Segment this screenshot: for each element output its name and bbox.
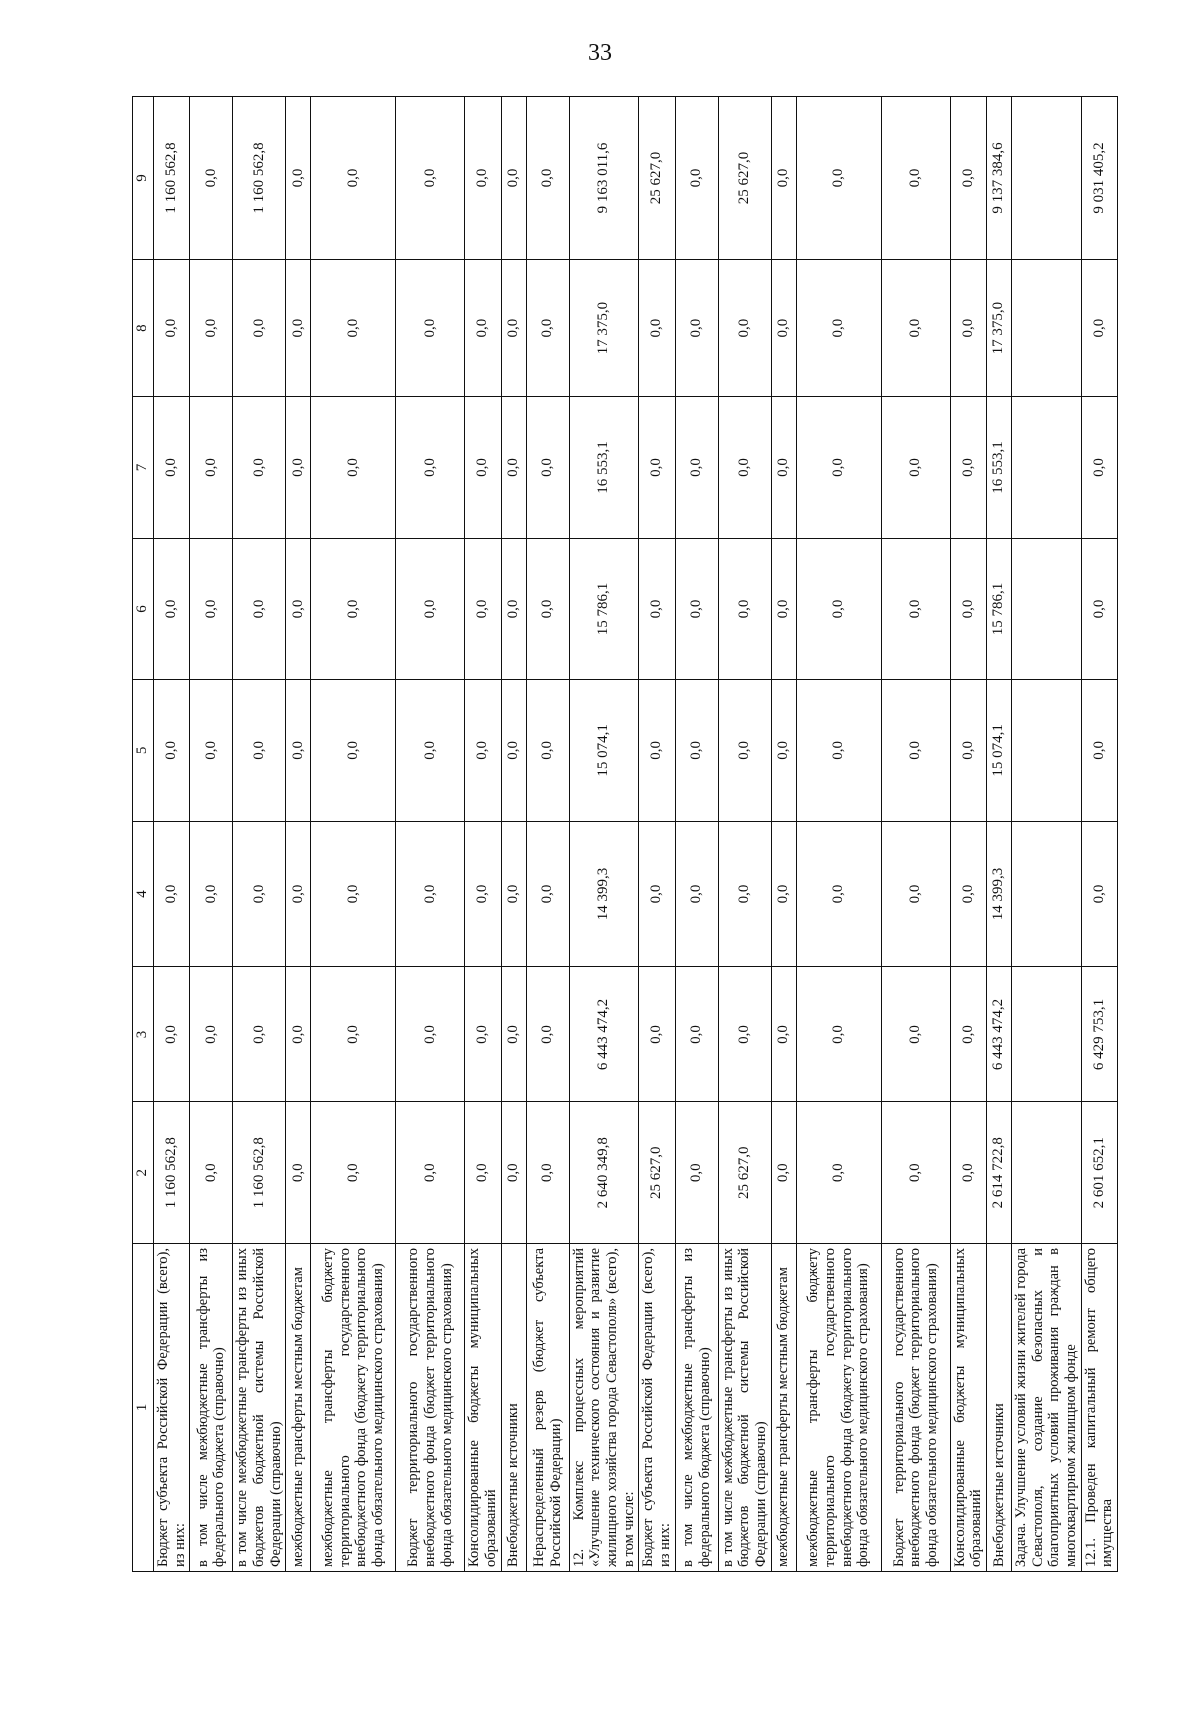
value-cell-col-4: 0,0 <box>154 821 190 967</box>
value-cell-col-5: 0,0 <box>771 680 796 821</box>
value-cell-col-5: 0,0 <box>396 680 465 821</box>
value-cell-col-6: 0,0 <box>311 538 396 679</box>
value-cell-col-2: 0,0 <box>286 1102 311 1243</box>
row-label: 12. Комплекс процессных мероприятий «Улучшение технического состояния и развитие жилищного хозяйства города Севастополя» (всего), в том числе: <box>569 1243 639 1571</box>
value-cell-col-8: 0,0 <box>771 260 796 397</box>
value-cell-col-6: 0,0 <box>190 538 233 679</box>
value-cell-col-3: 0,0 <box>286 967 311 1102</box>
value-cell-col-4: 0,0 <box>1081 821 1117 967</box>
column-header-8: 8 <box>133 260 154 397</box>
value-cell-col-5: 0,0 <box>639 680 675 821</box>
value-cell-col-9: 0,0 <box>771 97 796 260</box>
empty-cell <box>1012 397 1082 538</box>
table-row <box>154 97 190 1572</box>
empty-cell <box>1012 967 1082 1102</box>
value-cell-col-5: 0,0 <box>286 680 311 821</box>
value-cell-col-3: 0,0 <box>718 967 771 1102</box>
table-body <box>154 97 1118 1572</box>
row-label: Консолидированные бюджеты муниципальных образований <box>950 1243 986 1571</box>
value-cell-col-6: 15 786,1 <box>569 538 639 679</box>
value-cell-col-2: 25 627,0 <box>718 1102 771 1243</box>
value-cell-col-7: 0,0 <box>1081 397 1117 538</box>
value-cell-col-9: 0,0 <box>881 97 950 260</box>
value-cell-col-6: 0,0 <box>233 538 286 679</box>
value-cell-col-4: 0,0 <box>233 821 286 967</box>
table-row <box>987 97 1012 1572</box>
value-cell-col-9: 25 627,0 <box>718 97 771 260</box>
value-cell-col-3: 0,0 <box>771 967 796 1102</box>
value-cell-col-6: 0,0 <box>396 538 465 679</box>
column-header-3: 3 <box>133 967 154 1102</box>
row-label: в том числе межбюджетные трансферты из иных бюджетов бюджетной системы Российской Федерации (справочно) <box>233 1243 286 1571</box>
value-cell-col-4: 0,0 <box>286 821 311 967</box>
value-cell-col-4: 0,0 <box>796 821 881 967</box>
table-row <box>190 97 233 1572</box>
value-cell-col-5: 0,0 <box>796 680 881 821</box>
value-cell-col-9: 1 160 562,8 <box>154 97 190 260</box>
value-cell-col-8: 0,0 <box>501 260 526 397</box>
value-cell-col-8: 0,0 <box>286 260 311 397</box>
value-cell-col-3: 0,0 <box>190 967 233 1102</box>
value-cell-col-9: 0,0 <box>675 97 718 260</box>
value-cell-col-3: 6 443 474,2 <box>987 967 1012 1102</box>
value-cell-col-5: 0,0 <box>1081 680 1117 821</box>
value-cell-col-2: 0,0 <box>771 1102 796 1243</box>
value-cell-col-8: 0,0 <box>718 260 771 397</box>
empty-cell <box>1012 97 1082 260</box>
value-cell-col-6: 15 786,1 <box>987 538 1012 679</box>
value-cell-col-8: 0,0 <box>796 260 881 397</box>
column-header-1: 1 <box>133 1243 154 1571</box>
value-cell-col-7: 0,0 <box>950 397 986 538</box>
value-cell-col-3: 6 429 753,1 <box>1081 967 1117 1102</box>
header-row <box>133 97 154 1572</box>
value-cell-col-6: 0,0 <box>881 538 950 679</box>
value-cell-col-9: 0,0 <box>526 97 569 260</box>
row-label: Консолидированные бюджеты муниципальных образований <box>465 1243 501 1571</box>
empty-cell <box>1012 538 1082 679</box>
value-cell-col-7: 0,0 <box>154 397 190 538</box>
value-cell-col-5: 0,0 <box>311 680 396 821</box>
table-row <box>771 97 796 1572</box>
value-cell-col-3: 0,0 <box>501 967 526 1102</box>
value-cell-col-6: 0,0 <box>154 538 190 679</box>
row-label: 12.1. Проведен капитальный ремонт общего имущества <box>1081 1243 1117 1571</box>
value-cell-col-5: 0,0 <box>154 680 190 821</box>
value-cell-col-4: 0,0 <box>501 821 526 967</box>
value-cell-col-4: 0,0 <box>718 821 771 967</box>
row-label: межбюджетные трансферты бюджету территориального государственного внебюджетного фонда (бюджету территориального фонда обязательного медицинского страхования) <box>311 1243 396 1571</box>
table-row <box>675 97 718 1572</box>
value-cell-col-8: 0,0 <box>154 260 190 397</box>
table-row <box>233 97 286 1572</box>
value-cell-col-9: 1 160 562,8 <box>233 97 286 260</box>
value-cell-col-7: 0,0 <box>639 397 675 538</box>
value-cell-col-5: 15 074,1 <box>569 680 639 821</box>
row-label: Внебюджетные источники <box>987 1243 1012 1571</box>
empty-cell <box>1012 680 1082 821</box>
value-cell-col-8: 0,0 <box>190 260 233 397</box>
value-cell-col-8: 0,0 <box>526 260 569 397</box>
value-cell-col-8: 0,0 <box>675 260 718 397</box>
row-label: межбюджетные трансферты бюджету территориального государственного внебюджетного фонда (бюджету территориального фонда обязательного медицинского страхования) <box>796 1243 881 1571</box>
value-cell-col-8: 0,0 <box>465 260 501 397</box>
value-cell-col-8: 0,0 <box>311 260 396 397</box>
value-cell-col-5: 0,0 <box>718 680 771 821</box>
value-cell-col-2: 2 601 652,1 <box>1081 1102 1117 1243</box>
value-cell-col-9: 0,0 <box>796 97 881 260</box>
row-label: Нераспределенный резерв (бюджет субъекта Российской Федерации) <box>526 1243 569 1571</box>
value-cell-col-2: 0,0 <box>526 1102 569 1243</box>
value-cell-col-2: 0,0 <box>311 1102 396 1243</box>
value-cell-col-8: 17 375,0 <box>987 260 1012 397</box>
value-cell-col-8: 0,0 <box>396 260 465 397</box>
page-number: 33 <box>588 40 612 66</box>
value-cell-col-3: 0,0 <box>526 967 569 1102</box>
value-cell-col-7: 0,0 <box>718 397 771 538</box>
value-cell-col-5: 0,0 <box>233 680 286 821</box>
value-cell-col-9: 9 031 405,2 <box>1081 97 1117 260</box>
table-row <box>950 97 986 1572</box>
value-cell-col-9: 9 137 384,6 <box>987 97 1012 260</box>
column-header-2: 2 <box>133 1102 154 1243</box>
value-cell-col-3: 0,0 <box>396 967 465 1102</box>
value-cell-col-7: 16 553,1 <box>987 397 1012 538</box>
table-row <box>881 97 950 1572</box>
value-cell-col-7: 0,0 <box>465 397 501 538</box>
column-header-5: 5 <box>133 680 154 821</box>
value-cell-col-5: 0,0 <box>501 680 526 821</box>
empty-cell <box>1012 1102 1082 1243</box>
column-header-9: 9 <box>133 97 154 260</box>
value-cell-col-3: 0,0 <box>154 967 190 1102</box>
table-row <box>639 97 675 1572</box>
value-cell-col-4: 0,0 <box>639 821 675 967</box>
value-cell-col-8: 0,0 <box>1081 260 1117 397</box>
value-cell-col-4: 14 399,3 <box>569 821 639 967</box>
value-cell-col-2: 0,0 <box>796 1102 881 1243</box>
value-cell-col-7: 0,0 <box>190 397 233 538</box>
value-cell-col-6: 0,0 <box>796 538 881 679</box>
rotated-table-container <box>132 96 1116 1572</box>
table-row <box>396 97 465 1572</box>
value-cell-col-9: 0,0 <box>501 97 526 260</box>
value-cell-col-4: 0,0 <box>526 821 569 967</box>
row-label: межбюджетные трансферты местным бюджетам <box>286 1243 311 1571</box>
value-cell-col-7: 16 553,1 <box>569 397 639 538</box>
table-row <box>718 97 771 1572</box>
value-cell-col-6: 0,0 <box>771 538 796 679</box>
value-cell-col-6: 0,0 <box>639 538 675 679</box>
value-cell-col-4: 0,0 <box>881 821 950 967</box>
value-cell-col-2: 0,0 <box>465 1102 501 1243</box>
value-cell-col-7: 0,0 <box>233 397 286 538</box>
task-row <box>1012 97 1082 1572</box>
table-row <box>465 97 501 1572</box>
value-cell-col-8: 17 375,0 <box>569 260 639 397</box>
value-cell-col-7: 0,0 <box>771 397 796 538</box>
value-cell-col-6: 0,0 <box>465 538 501 679</box>
table-row <box>569 97 639 1572</box>
row-label: Бюджет территориального государственного внебюджетного фонда (бюджет территориального фонда обязательного медицинского страхования) <box>881 1243 950 1571</box>
value-cell-col-5: 0,0 <box>881 680 950 821</box>
value-cell-col-5: 15 074,1 <box>987 680 1012 821</box>
value-cell-col-2: 2 614 722,8 <box>987 1102 1012 1243</box>
value-cell-col-3: 0,0 <box>465 967 501 1102</box>
table-row <box>526 97 569 1572</box>
value-cell-col-6: 0,0 <box>526 538 569 679</box>
value-cell-col-7: 0,0 <box>675 397 718 538</box>
value-cell-col-7: 0,0 <box>796 397 881 538</box>
value-cell-col-3: 0,0 <box>881 967 950 1102</box>
value-cell-col-2: 1 160 562,8 <box>154 1102 190 1243</box>
value-cell-col-3: 0,0 <box>796 967 881 1102</box>
value-cell-col-6: 0,0 <box>286 538 311 679</box>
value-cell-col-3: 0,0 <box>950 967 986 1102</box>
row-label: в том числе межбюджетные трансферты из федерального бюджета (справочно) <box>190 1243 233 1571</box>
value-cell-col-8: 0,0 <box>881 260 950 397</box>
value-cell-col-8: 0,0 <box>950 260 986 397</box>
value-cell-col-4: 0,0 <box>190 821 233 967</box>
value-cell-col-2: 0,0 <box>881 1102 950 1243</box>
empty-cell <box>1012 821 1082 967</box>
value-cell-col-4: 0,0 <box>771 821 796 967</box>
value-cell-col-5: 0,0 <box>526 680 569 821</box>
value-cell-col-9: 9 163 011,6 <box>569 97 639 260</box>
value-cell-col-6: 0,0 <box>675 538 718 679</box>
value-cell-col-8: 0,0 <box>639 260 675 397</box>
value-cell-col-3: 0,0 <box>311 967 396 1102</box>
value-cell-col-5: 0,0 <box>675 680 718 821</box>
value-cell-col-3: 0,0 <box>233 967 286 1102</box>
value-cell-col-3: 0,0 <box>639 967 675 1102</box>
empty-cell <box>1012 260 1082 397</box>
value-cell-col-5: 0,0 <box>465 680 501 821</box>
value-cell-col-3: 6 443 474,2 <box>569 967 639 1102</box>
table-row <box>286 97 311 1572</box>
row-label: в том числе межбюджетные трансферты из федерального бюджета (справочно) <box>675 1243 718 1571</box>
value-cell-col-2: 25 627,0 <box>639 1102 675 1243</box>
task-description: Задача. Улучшение условий жизни жителей города Севастополя, создание безопасных и благоприятных условий проживания граждан в многоквартирном жилищном фонде <box>1012 1243 1082 1571</box>
column-header-4: 4 <box>133 821 154 967</box>
value-cell-col-2: 1 160 562,8 <box>233 1102 286 1243</box>
value-cell-col-7: 0,0 <box>286 397 311 538</box>
row-label: Внебюджетные источники <box>501 1243 526 1571</box>
row-label: Бюджет территориального государственного внебюджетного фонда (бюджет территориального фонда обязательного медицинского страхования) <box>396 1243 465 1571</box>
value-cell-col-4: 0,0 <box>465 821 501 967</box>
value-cell-col-2: 0,0 <box>950 1102 986 1243</box>
value-cell-col-6: 0,0 <box>1081 538 1117 679</box>
value-cell-col-6: 0,0 <box>501 538 526 679</box>
value-cell-col-2: 0,0 <box>396 1102 465 1243</box>
value-cell-col-8: 0,0 <box>233 260 286 397</box>
row-label: в том числе межбюджетные трансферты из иных бюджетов бюджетной системы Российской Федерации (справочно) <box>718 1243 771 1571</box>
value-cell-col-4: 0,0 <box>396 821 465 967</box>
table-row <box>1081 97 1117 1572</box>
value-cell-col-7: 0,0 <box>881 397 950 538</box>
value-cell-col-9: 25 627,0 <box>639 97 675 260</box>
value-cell-col-4: 0,0 <box>311 821 396 967</box>
value-cell-col-4: 14 399,3 <box>987 821 1012 967</box>
row-label: Бюджет субъекта Российской Федерации (всего), из них: <box>154 1243 190 1571</box>
value-cell-col-4: 0,0 <box>950 821 986 967</box>
value-cell-col-6: 0,0 <box>950 538 986 679</box>
value-cell-col-5: 0,0 <box>950 680 986 821</box>
value-cell-col-7: 0,0 <box>526 397 569 538</box>
value-cell-col-9: 0,0 <box>396 97 465 260</box>
value-cell-col-2: 2 640 349,8 <box>569 1102 639 1243</box>
budget-table <box>132 96 1118 1572</box>
value-cell-col-2: 0,0 <box>190 1102 233 1243</box>
value-cell-col-7: 0,0 <box>501 397 526 538</box>
value-cell-col-4: 0,0 <box>675 821 718 967</box>
table-row <box>311 97 396 1572</box>
row-label: межбюджетные трансферты местным бюджетам <box>771 1243 796 1571</box>
value-cell-col-7: 0,0 <box>396 397 465 538</box>
value-cell-col-2: 0,0 <box>675 1102 718 1243</box>
value-cell-col-9: 0,0 <box>190 97 233 260</box>
value-cell-col-3: 0,0 <box>675 967 718 1102</box>
column-header-7: 7 <box>133 397 154 538</box>
value-cell-col-9: 0,0 <box>286 97 311 260</box>
row-label: Бюджет субъекта Российской Федерации (всего), из них: <box>639 1243 675 1571</box>
column-header-6: 6 <box>133 538 154 679</box>
value-cell-col-2: 0,0 <box>501 1102 526 1243</box>
value-cell-col-6: 0,0 <box>718 538 771 679</box>
table-row <box>501 97 526 1572</box>
value-cell-col-7: 0,0 <box>311 397 396 538</box>
table-row <box>796 97 881 1572</box>
value-cell-col-9: 0,0 <box>311 97 396 260</box>
value-cell-col-5: 0,0 <box>190 680 233 821</box>
value-cell-col-9: 0,0 <box>950 97 986 260</box>
value-cell-col-9: 0,0 <box>465 97 501 260</box>
